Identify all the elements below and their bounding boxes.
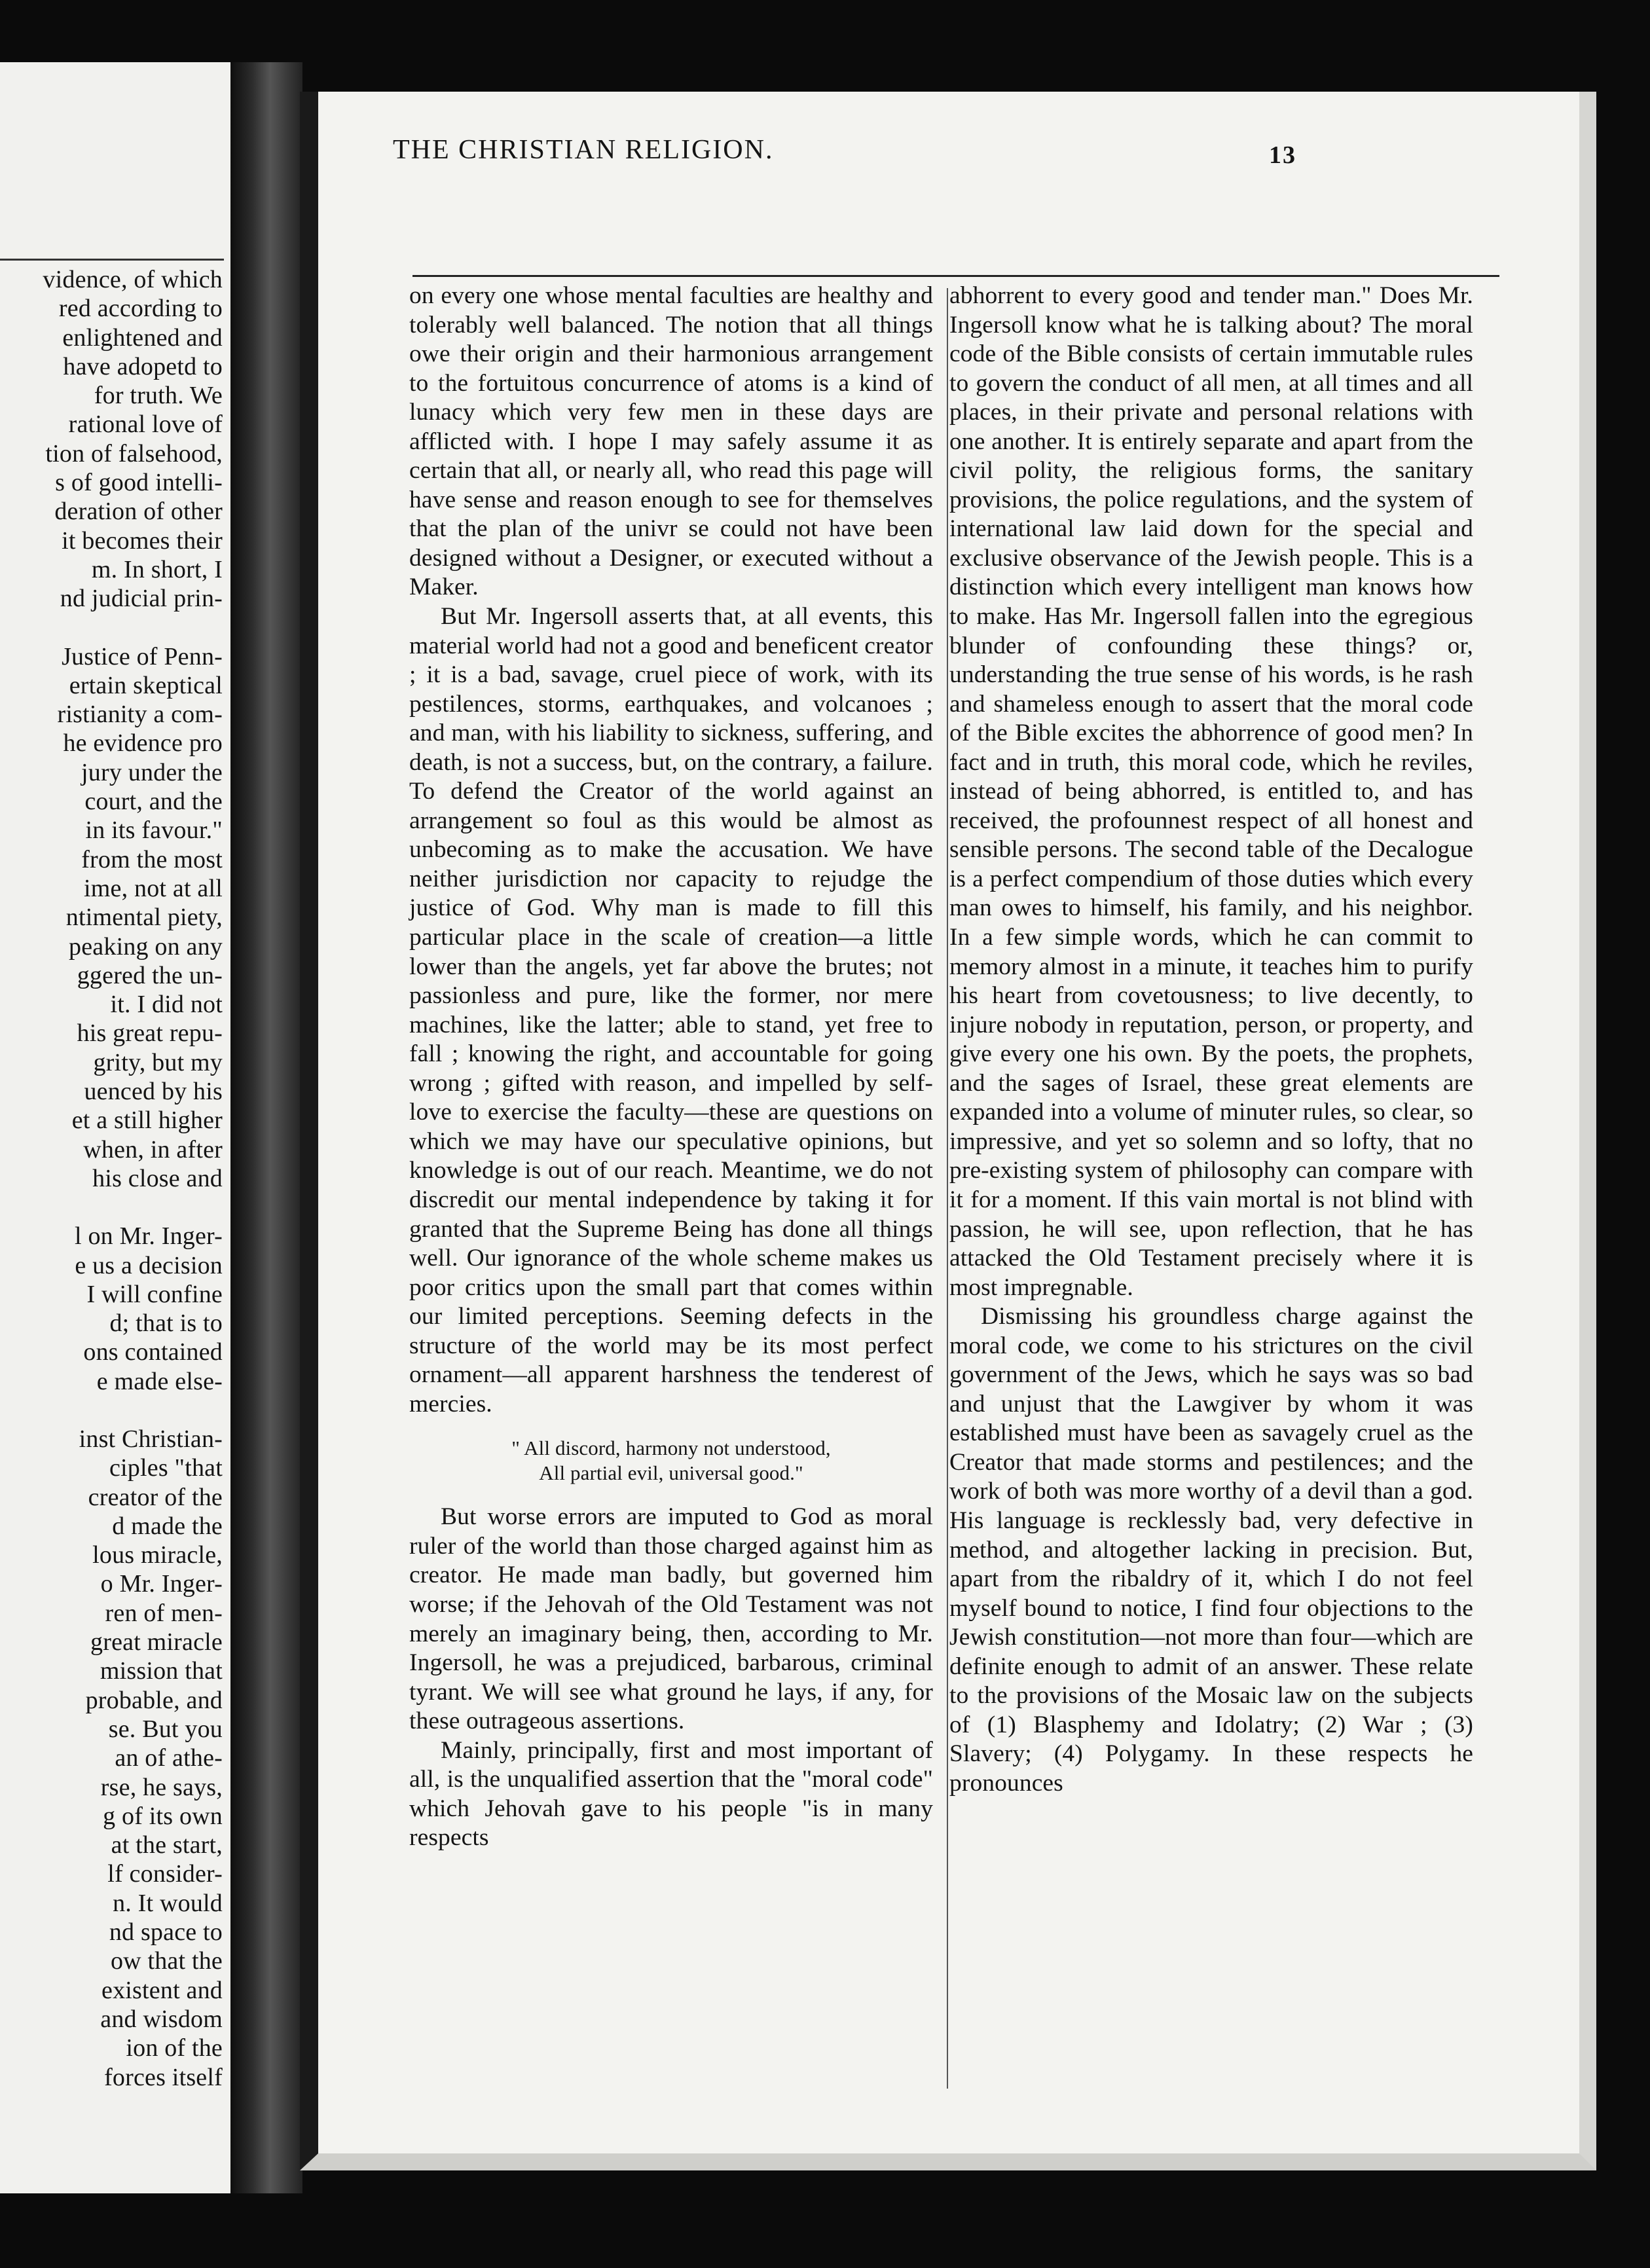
text-fragment-line: o Mr. Inger- — [100, 1570, 223, 1598]
verse-quotation — [409, 1436, 933, 1486]
fragment-gap — [0, 1396, 223, 1425]
text-fragment-line: rse, he says, — [100, 1773, 223, 1801]
book-gutter — [230, 62, 302, 2193]
text-fragment-line: from the most — [81, 845, 223, 873]
verse-line: " All discord, harmony not understood, — [511, 1436, 831, 1460]
text-fragment-line: s of good intelli- — [55, 469, 223, 497]
text-fragment-line: rational love of — [68, 411, 223, 439]
text-column-right — [949, 282, 1473, 1798]
left-page-text-fragments — [0, 265, 223, 2092]
text-fragment-line: probable, and — [85, 1686, 223, 1714]
text-fragment-line: ime, not at all — [84, 874, 223, 902]
text-fragment-line: deration of other — [54, 498, 223, 526]
text-fragment-line: d; that is to — [109, 1309, 223, 1338]
text-fragment-line: ons contained — [83, 1338, 223, 1366]
paragraph: Dismissing his groundless charge against the moral code, we come to his strictures on the civil government of the Jews, which he says was so bad and unjust that the Lawgiver by whom it was established must have been as savagely cruel as the Creator that made storms and pestilences; and the work of both was more worthy of a devil than a god. His language is recklessly bad, very defective in method, and altogether lacking in precision. But, apart from the ribaldry of it, which I do not feel myself bound to notice, I find four objections to the Jewish constitution—not more than four—which are definite enough to admit of an answer. These relate to the provisions of the Mosaic law on the subjects of (1) Blasphemy and Idolatry; (2) War ; (3) Slavery; (4) Polygamy. In these respects he pronounces — [949, 1303, 1473, 1797]
text-fragment-line: ertain skeptical — [69, 671, 223, 699]
text-fragment-line: creator of the — [88, 1483, 223, 1511]
text-fragment-line: enlightened and — [62, 323, 223, 352]
text-fragment-line: at the start, — [111, 1831, 223, 1859]
text-fragment-line: and wisdom — [100, 2005, 223, 2033]
text-fragment-line: for truth. We — [94, 382, 223, 410]
text-fragment-line: ow that the — [110, 1947, 223, 1975]
text-fragment-line: l on Mr. Inger- — [75, 1222, 223, 1251]
text-fragment-line: d made the — [112, 1512, 223, 1540]
verse-line: All partial evil, universal good." — [539, 1461, 803, 1485]
text-fragment-line: ntimental piety, — [65, 904, 223, 932]
text-fragment-line: uenced by his — [84, 1078, 223, 1106]
text-fragment-line: e us a decision — [75, 1251, 223, 1279]
text-fragment-line: m. In short, I — [91, 555, 223, 583]
text-fragment-line: his great repu- — [77, 1019, 223, 1048]
header-rule — [412, 275, 1499, 277]
text-fragment-line: it becomes their — [62, 526, 223, 555]
text-fragment-line: vidence, of which — [43, 266, 223, 293]
text-fragment-line: I will confine — [86, 1280, 223, 1308]
text-fragment-line: an of athe- — [115, 1744, 223, 1772]
column-divider — [947, 288, 948, 2089]
text-column-left — [409, 282, 933, 1853]
running-header — [393, 134, 1296, 174]
text-fragment-line: jury under the — [81, 758, 223, 786]
text-fragment-line: when, in after — [83, 1135, 223, 1163]
text-fragment-line: court, and the — [84, 788, 223, 816]
paragraph: Mainly, principally, first and most important of all, is the unqualified assertion that the "moral code" which Jehovah gave to his people "is in many respects — [409, 1736, 933, 1852]
left-page-rule — [0, 259, 224, 261]
text-fragment-line: ion of the — [126, 2034, 223, 2062]
paragraph: abhorrent to every good and tender man." Does Mr. Ingersoll know what he is talking about? The moral code of the Bible consists of certain immutable rules to govern the conduct of all men, at all times and all places, in their private and personal relations with one another. It is entirely separate and apart from the civil polity, the religious forms, the sanitary provisions, the police regulations, and the system of international law laid down for the special and exclusive observance of the Jewish people. This is a distinction which every intelligent man knows how to make. Has Mr. Ingersoll fallen into the egregious blunder of confounding these things? or, understanding the true sense of his words, is he rash and shameless enough to assert that the moral code of the Bible excites the abhorrence of good men? In fact and in truth, this moral code, which he reviles, instead of being abhorred, is entitled to, and has received, the profounnest respect of all honest and sensible persons. The second table of the Decalogue is a perfect compendium of those duties which every man owes to himself, his family, and his neighbor. In a few simple words, which he can commit to memory almost in a minute, it teaches him to purify his heart from covetousness; to live decently, to injure nobody in reputation, person, or property, and give every one his own. By the poets, the prophets, and the sages of Israel, these great elements are expanded into a volume of minuter rules, so clear, so impressive, and yet so solemn and so lofty, that no pre-existing system of philosophy can compare with it for a moment. If this vain mortal is not blind with passion, he will see, upon reflection, that he has attacked the Old Testament precisely where it is most impregnable. — [949, 282, 1473, 1301]
text-fragment-line: se. But you — [108, 1715, 223, 1743]
text-fragment-line: he evidence pro — [63, 729, 223, 758]
text-fragment-line: lous miracle, — [92, 1541, 223, 1569]
text-fragment-line: lf consider- — [107, 1860, 223, 1888]
text-fragment-line: it. I did not — [110, 991, 223, 1019]
text-fragment-line: grity, but my — [93, 1048, 223, 1076]
text-fragment-line: peaking on any — [69, 932, 223, 960]
text-fragment-line: ciples "that — [109, 1454, 223, 1482]
text-fragment-line: his close and — [92, 1164, 223, 1192]
text-fragment-line: great miracle — [90, 1628, 223, 1656]
text-fragment-line: have adopetd to — [63, 352, 223, 380]
text-fragment-line: ren of men- — [105, 1599, 223, 1627]
left-page — [0, 62, 233, 2193]
text-fragment-line: n. It would — [113, 1889, 223, 1917]
text-fragment-line: g of its own — [103, 1802, 223, 1830]
text-fragment-line: Justice of Penn- — [62, 642, 223, 670]
paragraph: on every one whose mental faculties are healthy and tolerably well balanced. The notion that all things owe their origin and their harmonious arrangement to the fortuitous concurrence of atoms is a kind of lunacy which very few men in these days are afflicted with. I hope I may safely assume it as certain that all, or nearly all, who read this page will have sense and reason enough to see for themselves that the plan of the univr se could not have been designed without a Designer, or executed without a Maker. — [409, 282, 933, 601]
text-fragment-line: mission that — [100, 1657, 223, 1685]
running-title: THE CHRISTIAN RELIGION. — [393, 135, 774, 165]
text-fragment-line: ggered the un- — [77, 961, 223, 989]
text-fragment-line: ristianity a com- — [57, 701, 223, 729]
text-fragment-line: tion of falsehood, — [45, 439, 223, 467]
text-fragment-line: nd judicial prin- — [60, 585, 223, 613]
text-fragment-line: red according to — [58, 295, 223, 323]
text-fragment-line: in its favour." — [85, 816, 223, 845]
text-fragment-line: forces itself — [104, 2063, 223, 2091]
fragment-gap — [0, 1193, 223, 1222]
fragment-gap — [0, 613, 223, 642]
text-fragment-line: existent and — [101, 1976, 223, 2004]
page-number: 13 — [1269, 141, 1296, 169]
paragraph: But worse errors are imputed to God as moral ruler of the world than those charged against him as creator. He made man badly, but governed him worse; if the Jehovah of the Old Testament was not merely an imaginary being, then, according to Mr. Ingersoll, he was a prejudiced, barbarous, criminal tyrant. We will see what ground he lays, if any, for these outrageous assertions. — [409, 1503, 933, 1735]
text-fragment-line: et a still higher — [71, 1107, 223, 1135]
text-fragment-line: e made else- — [96, 1367, 223, 1395]
paragraph: But Mr. Ingersoll asserts that, at all events, this material world had not a good and beneficent creator ; it is a bad, savage, cruel piece of work, with its pestilences, storms, earthquakes, and volcanoes ; and man, with his liability to sickness, suffering, and death, is not a success, but, on the contrary, a failure. To defend the Creator of the world against an arrangement so foul as this would be almost as unbecoming as to make the accusation. We have neither jurisdiction nor capacity to rejudge the justice of God. Why man is made to fill this particular place in the scale of creation—a little lower than the angels, yet far above the brutes; not passionless and pure, like the former, nor mere machines, like the latter; able to stand, yet free to fall ; knowing the right, and accountable for going wrong ; gifted with reason, and impelled by self-love to exercise the faculty—these are questions on which we may have our speculative opinions, but knowledge is out of our reach. Meantime, we do not discredit our mental independence by taking it for granted that the Supreme Being has done all things well. Our ignorance of the whole scheme makes us poor critics upon the small part that comes within our limited perceptions. Seeming defects in the structure of the world may be its most perfect ornament—all apparent harshness the tenderest of mercies. — [409, 603, 933, 1418]
text-fragment-line: inst Christian- — [79, 1425, 223, 1453]
text-fragment-line: nd space to — [109, 1918, 223, 1947]
